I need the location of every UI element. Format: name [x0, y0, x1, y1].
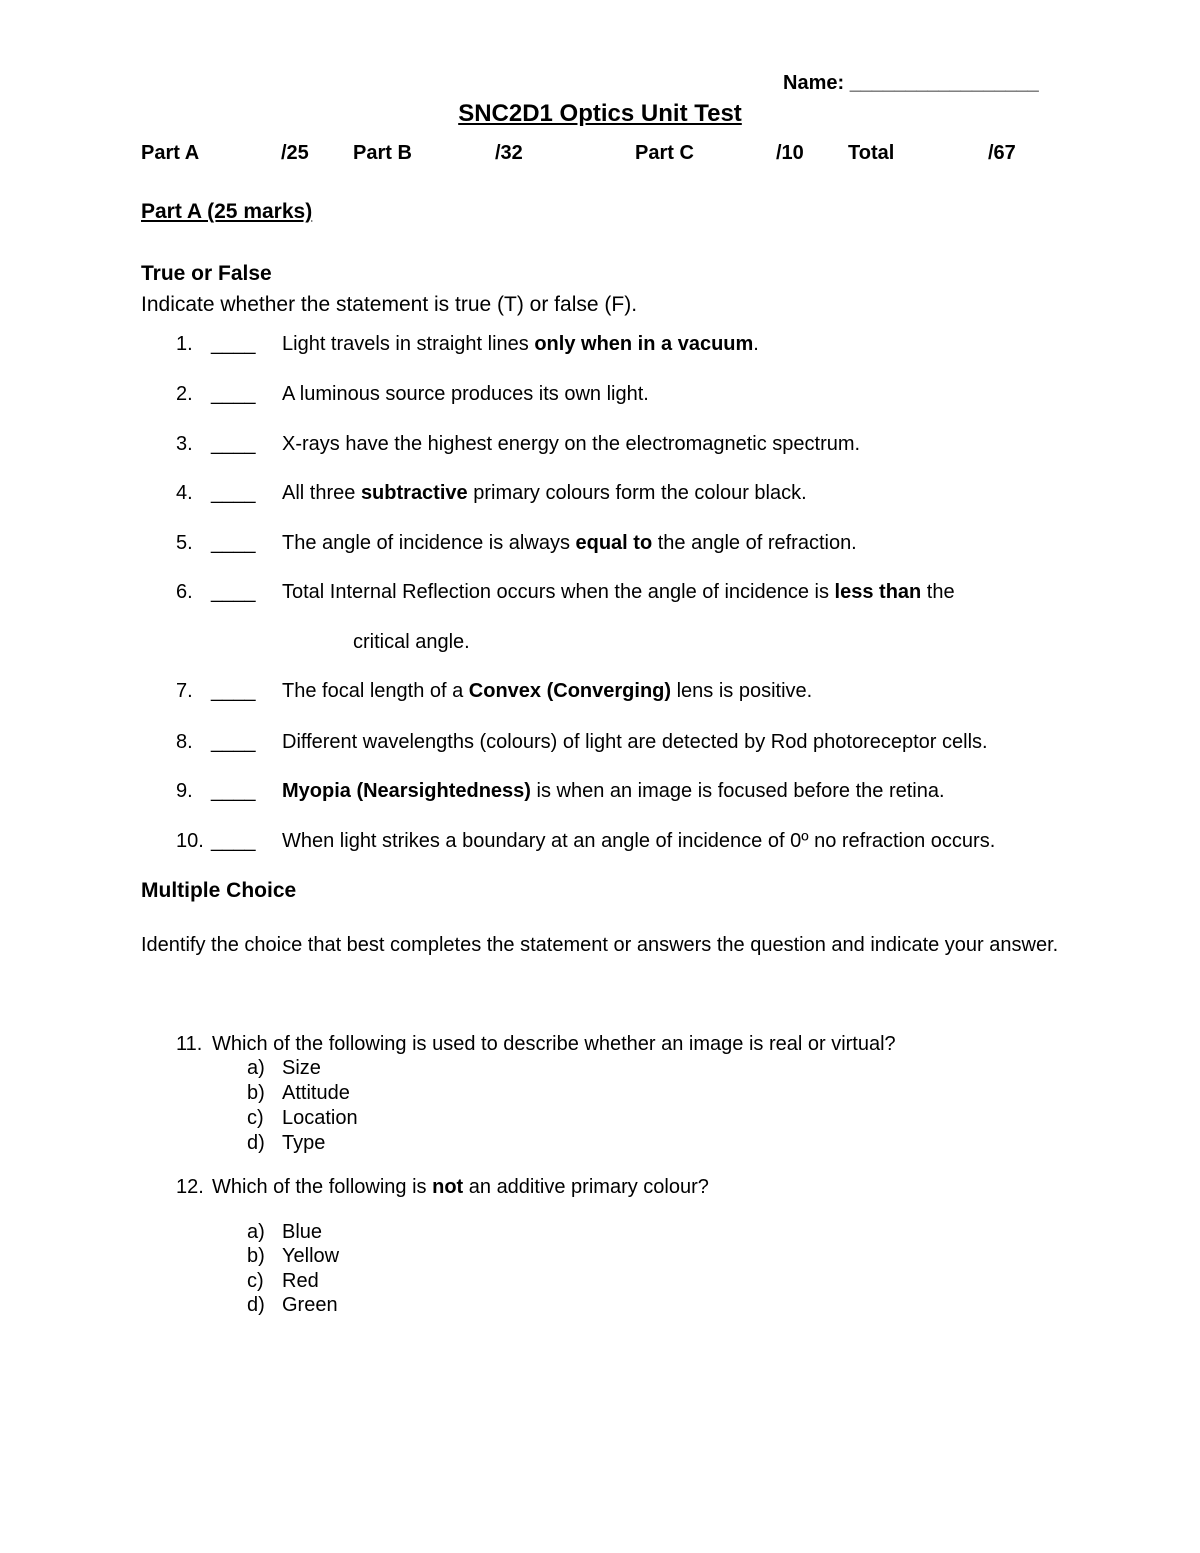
score-label-part-a: Part A [141, 142, 200, 164]
tf-instruction: Indicate whether the statement is true (T) or false (F). [141, 293, 638, 316]
question-text-part: . [753, 333, 759, 355]
tf-question-text [282, 731, 988, 754]
score-label-part-c: Part C [635, 142, 694, 164]
question-text-part: an additive primary colour? [463, 1176, 709, 1198]
name-field-label: Name: _________________ [783, 72, 1039, 94]
mc-option-text[interactable]: Attitude [282, 1082, 350, 1104]
score-value-part-b: /32 [495, 142, 523, 164]
score-value-total: /67 [988, 142, 1016, 164]
question-text-part: Different wavelengths (colours) of light are detected by Rod photoreceptor cells. [282, 731, 988, 753]
mc-option-text[interactable]: Red [282, 1270, 319, 1292]
mc-question-text [212, 1176, 709, 1199]
tf-question-number: 6. [176, 581, 193, 603]
tf-answer-blank[interactable]: ____ [211, 731, 256, 753]
question-text-part: the [921, 581, 955, 603]
mc-option-letter[interactable]: a) [247, 1057, 265, 1079]
mc-question-number: 12. [176, 1176, 204, 1198]
tf-heading: True or False [141, 262, 272, 285]
tf-answer-blank[interactable]: ____ [211, 581, 256, 603]
mc-option-text[interactable]: Blue [282, 1221, 323, 1243]
question-text-part: is when an image is focused before the retina. [530, 780, 945, 802]
tf-answer-blank[interactable]: ____ [211, 333, 256, 355]
question-text-part: The focal length of a [282, 680, 469, 702]
tf-question-number: 5. [176, 532, 193, 554]
tf-question-number: 2. [176, 383, 193, 405]
score-value-part-a: /25 [281, 142, 309, 164]
emphasis-text: Convex (Converging) [468, 680, 672, 702]
emphasis-text: equal to [575, 532, 653, 554]
emphasis-text: not [432, 1176, 464, 1198]
mc-heading: Multiple Choice [141, 879, 297, 902]
tf-question-text [282, 482, 807, 505]
tf-question-number: 4. [176, 482, 193, 504]
mc-option-letter[interactable]: c) [247, 1270, 264, 1292]
tf-question-number: 1. [176, 333, 193, 355]
tf-question-number: 8. [176, 731, 193, 753]
tf-answer-blank[interactable]: ____ [211, 482, 256, 504]
mc-question-number: 11. [176, 1033, 203, 1055]
mc-option-letter[interactable]: b) [247, 1082, 265, 1104]
mc-option-text[interactable]: Location [282, 1107, 358, 1129]
tf-question-text [282, 680, 812, 703]
page-title: SNC2D1 Optics Unit Test [458, 100, 742, 127]
mc-option-text[interactable]: Green [282, 1294, 338, 1316]
tf-answer-blank[interactable]: ____ [211, 383, 256, 405]
question-text-part: The angle of incidence is always [282, 532, 576, 554]
mc-option-letter[interactable]: d) [247, 1294, 265, 1316]
question-text-part: Light travels in straight lines [282, 333, 535, 355]
tf-question-number: 3. [176, 433, 193, 455]
mc-option-text[interactable]: Size [282, 1057, 321, 1079]
tf-question-continuation: critical angle. [353, 631, 470, 653]
tf-question-text [282, 581, 955, 604]
mc-option-letter[interactable]: d) [247, 1132, 265, 1154]
mc-instruction: Identify the choice that best completes the statement or answers the question and indicate your answer. [141, 934, 1059, 956]
tf-answer-blank[interactable]: ____ [211, 680, 256, 702]
mc-option-letter[interactable]: a) [247, 1221, 265, 1243]
tf-question-text [282, 532, 857, 555]
tf-question-text [282, 333, 759, 356]
mc-question-text [212, 1033, 896, 1056]
mc-option-text[interactable]: Type [282, 1132, 326, 1154]
tf-question-number: 9. [176, 780, 193, 802]
tf-question-text [282, 780, 945, 803]
emphasis-text: less than [834, 581, 922, 603]
question-text-part: Which of the following is used to describe whether an image is real or virtual? [212, 1033, 896, 1055]
score-label-part-b: Part B [353, 142, 412, 164]
mc-option-letter[interactable]: c) [247, 1107, 264, 1129]
tf-question-number: 10. [176, 830, 204, 852]
score-label-total: Total [848, 142, 895, 164]
question-text-part: A luminous source produces its own light. [282, 383, 649, 405]
mc-option-text[interactable]: Yellow [282, 1245, 340, 1267]
tf-answer-blank[interactable]: ____ [211, 433, 256, 455]
tf-question-text [282, 433, 860, 456]
mc-option-letter[interactable]: b) [247, 1245, 265, 1267]
tf-question-text [282, 830, 995, 853]
question-text-part: primary colours form the colour black. [467, 482, 807, 504]
question-text-part: When light strikes a boundary at an angle of incidence of 0º no refraction occurs. [282, 830, 996, 852]
question-text-part: Total Internal Reflection occurs when the angle of incidence is [282, 581, 835, 603]
emphasis-text: subtractive [360, 482, 468, 504]
question-text-part: X-rays have the highest energy on the electromagnetic spectrum. [282, 433, 861, 455]
emphasis-text: only when in a vacuum [534, 333, 754, 355]
tf-answer-blank[interactable]: ____ [211, 780, 256, 802]
question-text-part: All three [282, 482, 361, 504]
emphasis-text: Myopia (Nearsightedness) [282, 780, 531, 802]
question-text-part: Which of the following is [212, 1176, 433, 1198]
question-text-part: the angle of refraction. [652, 532, 857, 554]
tf-question-text [282, 383, 649, 406]
tf-answer-blank[interactable]: ____ [211, 830, 256, 852]
question-text-part: lens is positive. [671, 680, 813, 702]
section-heading-part-a: Part A (25 marks) [141, 200, 313, 223]
score-value-part-c: /10 [776, 142, 804, 164]
tf-answer-blank[interactable]: ____ [211, 532, 256, 554]
tf-question-number: 7. [176, 680, 193, 702]
